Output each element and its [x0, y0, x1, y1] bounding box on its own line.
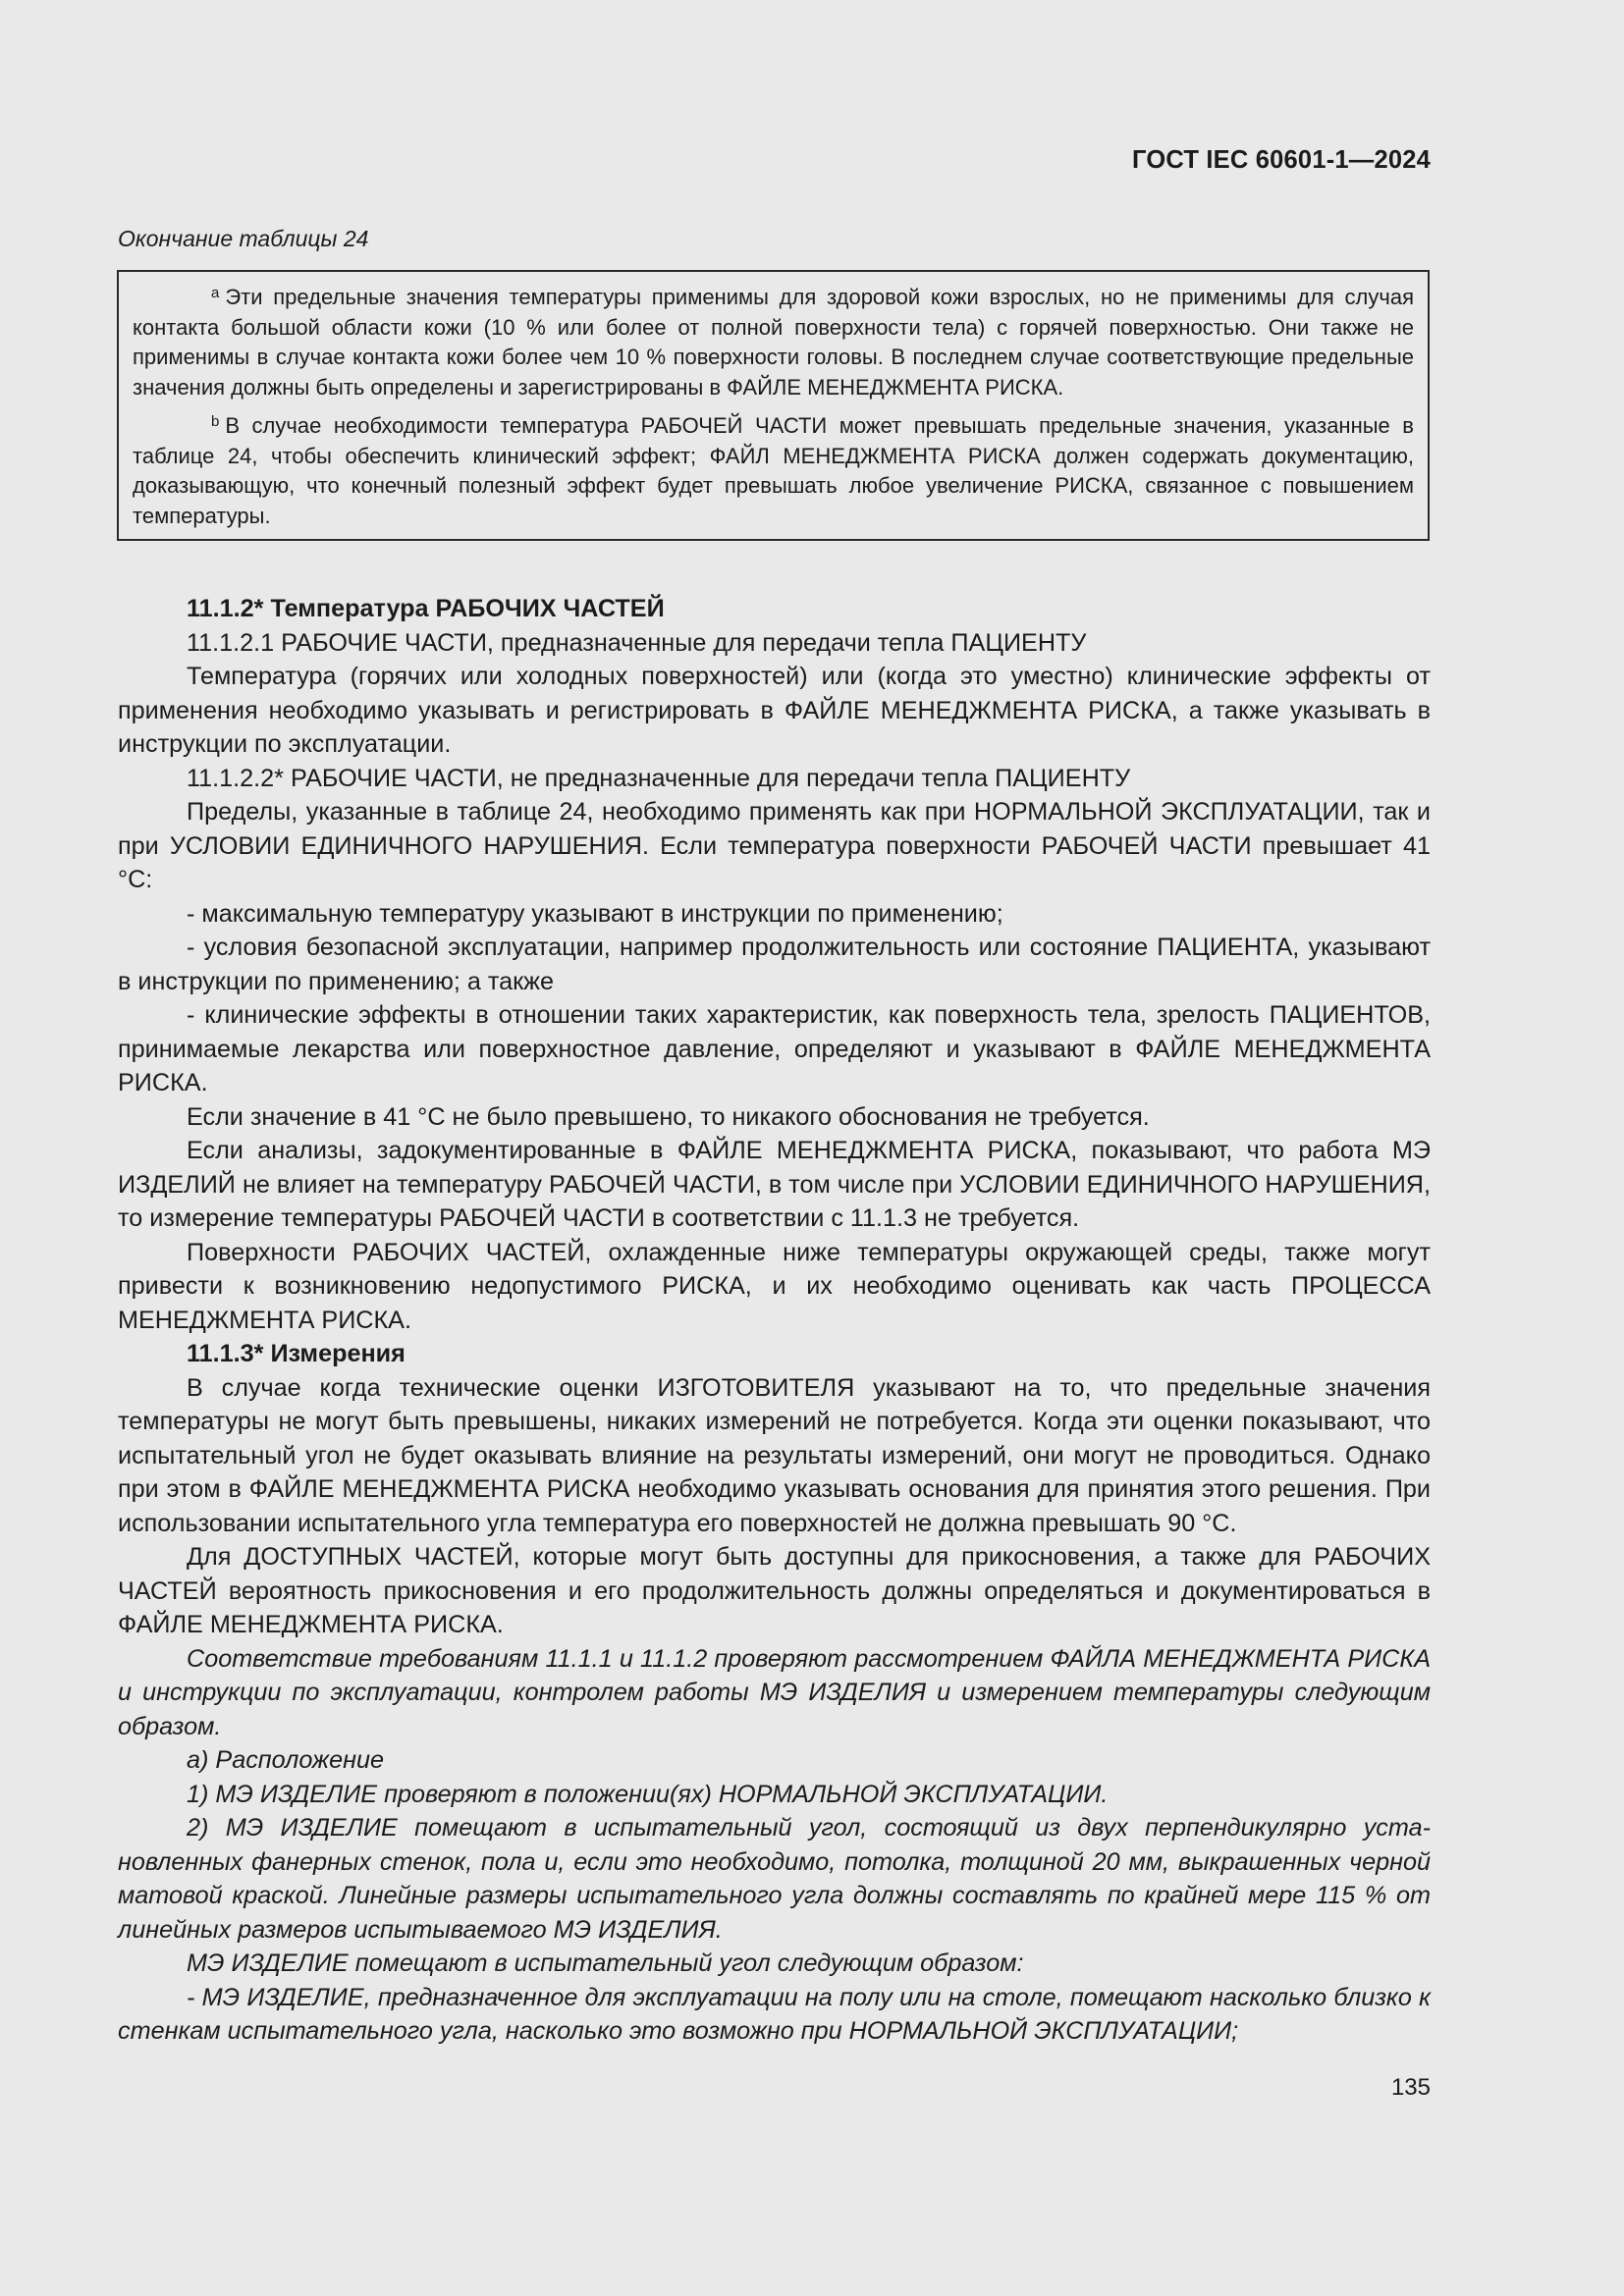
body-text	[118, 592, 1431, 2049]
paragraph: Для ДОСТУПНЫХ ЧАСТЕЙ, которые могут быть доступны для прикосновения, а также для РАБОЧИХ ЧАСТЕЙ вероятность прикосновения и его продолжительность должны определяться и документироваться в ФАЙЛЕ МЕНЕДЖМЕНТА РИСКА.	[118, 1543, 1431, 1638]
paragraph: Пределы, указанные в таблице 24, необходимо применять как при НОРМАЛЬНОЙ ЭКСПЛУАТАЦИИ, так и при УСЛОВИИ ЕДИНИЧНОГО НАРУШЕНИЯ. Если температура поверхности РАБОЧЕЙ ЧАСТИ превышает 41 °С:	[118, 798, 1431, 893]
table-caption: Окончание таблицы 24	[118, 226, 369, 251]
page-header-standard: ГОСТ IEC 60601-1—2024	[1132, 146, 1431, 174]
subsection-heading-11-1-2-1: 11.1.2.1 РАБОЧИЕ ЧАСТИ, предназначенные для передачи тепла ПАЦИЕНТУ	[187, 628, 1087, 657]
subsection-heading-11-1-2-2: 11.1.2.2* РАБОЧИЕ ЧАСТИ, не предназначенные для передачи тепла ПАЦИЕНТУ	[187, 764, 1131, 792]
section-heading-11-1-3: 11.1.3* Измерения	[187, 1340, 406, 1367]
compliance-item: а) Расположение	[187, 1746, 384, 1774]
table-footnote-a	[133, 279, 1414, 402]
section-heading-11-1-2: 11.1.2* Температура РАБОЧИХ ЧАСТЕЙ	[187, 595, 665, 622]
footnote-text: Эти предельные значения температуры применимы для здоровой кожи взрослых, но не применимы для случая контакта большой области кожи (10 % или более от полной поверхности тела) с горячей поверхностью. Они также не применимы в случае контакта кожи более чем 10 % поверхности головы. В последнем случае соответствующие предельные значения должны быть определены и зарегистрированы в ФАЙЛЕ МЕНЕДЖМЕНТА РИСКА.	[133, 285, 1414, 400]
paragraph: Если значение в 41 °С не было превышено, то никакого обоснования не требуется.	[187, 1102, 1150, 1131]
paragraph: Если анализы, задокументированные в ФАЙЛЕ МЕНЕДЖМЕНТА РИСКА, показывают, что работа МЭ ИЗДЕЛИЙ не влияет на температуру РАБОЧЕЙ ЧАСТИ, в том числе при УСЛОВИИ ЕДИНИЧНОГО НАРУШЕНИЯ, то измерение температуры РАБОЧЕЙ ЧАСТИ в соответствии с 11.1.3 не требуется.	[118, 1137, 1431, 1232]
list-item: - максимальную температуру указывают в инструкции по применению;	[187, 899, 1003, 928]
compliance-paragraph: МЭ ИЗДЕЛИЕ помещают в испытательный угол следующим образом:	[187, 1949, 1024, 1977]
footnote-mark: b	[211, 413, 220, 430]
list-item: - условия безопасной эксплуатации, например продолжительность или состояние ПАЦИЕНТА, указывают в инструкции по применению; а также	[118, 934, 1431, 995]
paragraph: В случае когда технические оценки ИЗГОТОВИТЕЛЯ указывают на то, что предельные значения температуры не могут быть превышены, никаких измерений не потребуется. Когда эти оценки показывают, что испытательный угол не будет оказывать влияние на результаты измерений, они могут не проводиться. Однако при этом в ФАЙЛЕ МЕНЕДЖМЕНТА РИСКА необходимо указывать основания для принятия этого решения. При использовании испытательного угла температура его поверхностей не должна превышать 90 °С.	[118, 1373, 1431, 1537]
footnote-mark: a	[211, 285, 220, 301]
paragraph: Температура (горячих или холодных поверхностей) или (когда это уместно) клинические эффекты от применения необходимо указывать и регистрировать в ФАЙЛЕ МЕНЕДЖМЕНТА РИСКА, а также указывать в инструкции по эксплуатации.	[118, 663, 1431, 758]
compliance-item: - МЭ ИЗДЕЛИЕ, предназначенное для эксплуатации на полу или на столе, помещают насколько близко к стенкам испытательного угла, насколько это возможно при НОРМАЛЬНОЙ ЭКСПЛУАТАЦИИ;	[118, 1983, 1431, 2045]
paragraph: Поверхности РАБОЧИХ ЧАСТЕЙ, охлажденные ниже температуры окружающей среды, также могут привести к возникновению недопустимого РИСКА, и их необходимо оценивать как часть ПРОЦЕССА МЕНЕДЖМЕНТА РИСКА.	[118, 1238, 1431, 1334]
table-footnote-b	[133, 407, 1414, 531]
compliance-item: 1) МЭ ИЗДЕЛИЕ проверяют в положении(ях) НОРМАЛЬНОЙ ЭКСПЛУАТАЦИИ.	[187, 1780, 1109, 1808]
compliance-paragraph: Соответствие требованиям 11.1.1 и 11.1.2 проверяют рассмотрением ФАЙЛА МЕНЕДЖМЕНТА РИСКА и инструкции по эксплуатации, контролем работы МЭ ИЗДЕЛИЯ и измерением температуры следующим образом.	[118, 1644, 1431, 1740]
compliance-item: 2) МЭ ИЗДЕЛИЕ помещают в испытательный угол, состоящий из двух перпендикулярно установленных фанерных стенок, пола и, если это необходимо, потолка, толщиной 20 мм, выкрашенных черной матовой краской. Линейные размеры испытательного угла должны составлять по крайней мере 115 % от линейных размеров испытываемого МЭ ИЗДЕЛИЯ.	[118, 1814, 1431, 1944]
list-item: - клинические эффекты в отношении таких характеристик, как поверхность тела, зрелость ПАЦИЕНТОВ, принимаемые лекарства или поверхностное давление, определяют и указывают в ФАЙЛЕ МЕНЕДЖМЕНТА РИСКА.	[118, 1001, 1431, 1096]
page-number: 135	[1390, 2074, 1431, 2101]
footnote-text: В случае необходимости температура РАБОЧЕЙ ЧАСТИ может превышать предельные значения, указанные в таблице 24, чтобы обеспечить клинический эффект; ФАЙЛ МЕНЕДЖМЕНТА РИСКА должен содержать документацию, доказывающую, что конечный полезный эффект будет превышать любое увеличение РИСКА, связанное с повышением температуры.	[133, 413, 1414, 528]
table-footnotes-box	[117, 270, 1430, 541]
